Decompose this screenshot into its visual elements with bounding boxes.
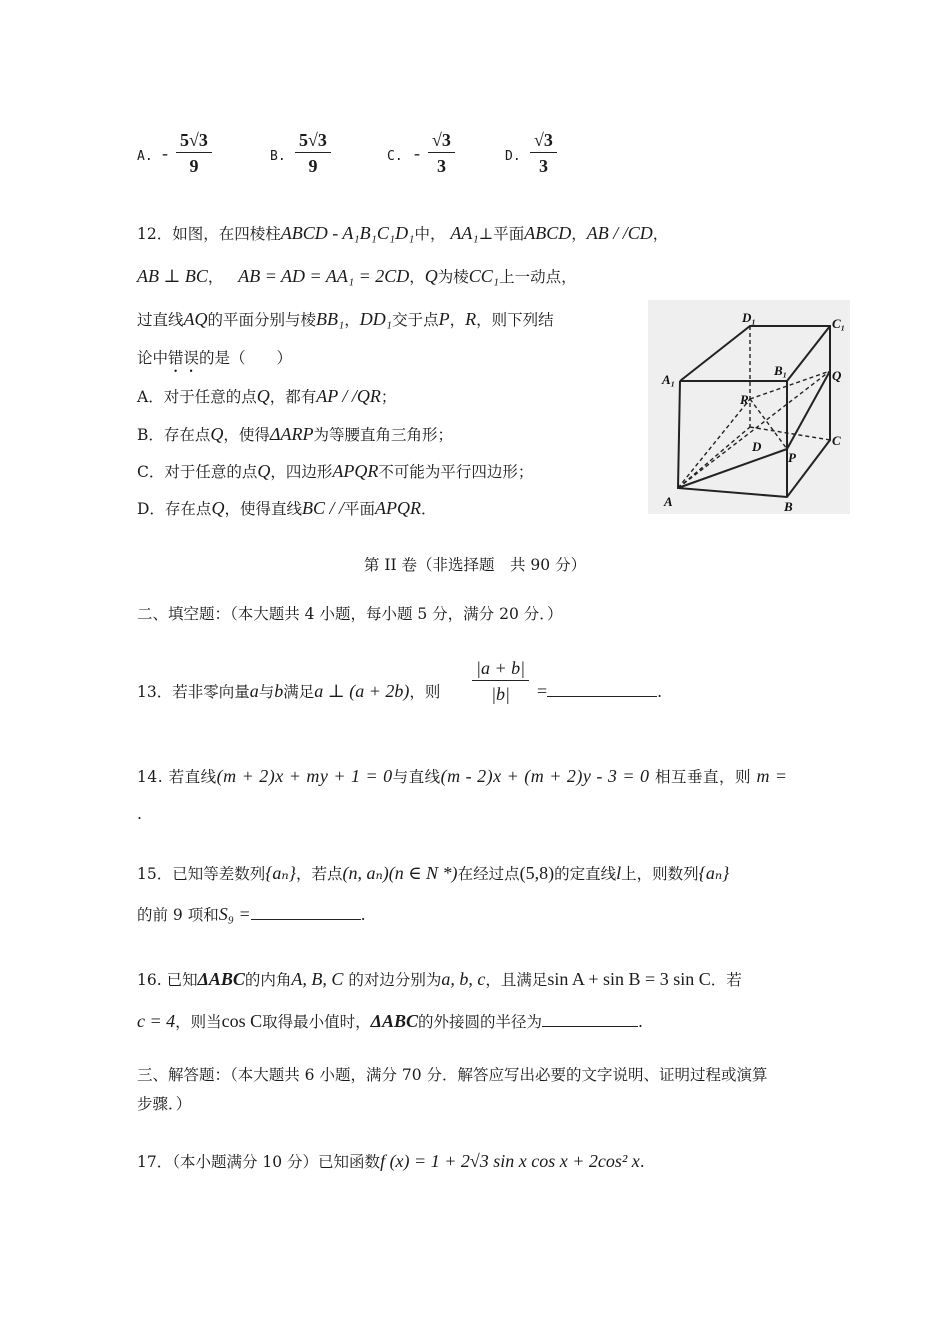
label-r: R — [740, 392, 749, 407]
q12-perp-text: ⊥平面 — [478, 225, 525, 243]
q11-option-b-denominator: 9 — [308, 156, 318, 176]
q11-option-c-sign: - — [414, 143, 420, 163]
q12-point-p: P — [438, 309, 450, 329]
q12-option-d-expr: BC / / — [301, 498, 344, 518]
label-b1: B₁ — [774, 363, 788, 378]
q16-angles: A, B, C — [291, 969, 344, 989]
q12-edge-bb1: BB₁ — [316, 309, 345, 329]
q12-line2-sep: ， — [207, 268, 224, 286]
q15-fixed-point: (5,8) — [519, 863, 555, 883]
q12-option-b — [137, 423, 453, 446]
label-c1: C₁ — [832, 316, 846, 331]
q16-angles-text: 的内角 — [244, 971, 292, 989]
q14-and-line: 与直线 — [392, 768, 441, 786]
q11-option-d-numerator: √3 — [530, 128, 557, 153]
q13-answer-blank[interactable] — [547, 680, 657, 697]
q12-option-a — [137, 385, 396, 408]
q13-answer — [537, 680, 662, 703]
q15-sequence-2: {aₙ} — [698, 863, 730, 883]
q14-line1-equation: (m + 2)x + my + 1 = 0 — [216, 766, 393, 786]
q14-period: . — [137, 805, 142, 823]
q12-equal-lengths: AB = AD = AA₁ = 2CD — [238, 266, 410, 286]
q12-ab-perp-bc: AB ⊥ BC — [137, 266, 208, 286]
q16-line-1 — [137, 968, 742, 991]
q11-option-b-numerator: 5√3 — [295, 128, 331, 153]
q12-option-a-mid: ，都有 — [269, 388, 317, 406]
section2-title: 第 II 卷（非选择题 共 90 分） — [363, 556, 587, 574]
q17-period: . — [639, 1153, 645, 1171]
q12-option-a-expr: AP / /QR — [316, 386, 381, 406]
q12-option-d-q: Q — [211, 498, 225, 518]
q13-satisfy: 满足 — [283, 683, 315, 701]
q12-line-1 — [137, 222, 668, 245]
q15-sum-text: 的前 9 项和 — [137, 906, 219, 924]
q11-option-a-denominator: 9 — [189, 156, 199, 176]
q15-line-1 — [137, 862, 729, 885]
q14-line2-equation: (m - 2)x + (m + 2)y - 3 = 0 — [440, 766, 650, 786]
q16-satisfy: ，且满足 — [485, 971, 548, 989]
q13-fraction-denominator: |b| — [491, 684, 510, 704]
section3-header-line-2: 步骤．） — [137, 1095, 192, 1113]
q11-option-c-fraction — [428, 128, 455, 179]
q12-line2-e: 上一动点， — [499, 268, 577, 286]
q12-emphasis-wrong: 错误 — [168, 349, 200, 367]
q16-min-text: 取得最小值时， — [262, 1013, 371, 1031]
q12-option-a-end: ； — [380, 388, 397, 406]
q15-fixed-line-text: 的定直线 — [554, 865, 617, 883]
q16-answer-blank[interactable] — [542, 1010, 638, 1027]
q13-then: ，则 — [409, 683, 441, 701]
q12-option-d-mid2: 平面 — [343, 500, 375, 518]
q13-period: . — [657, 683, 663, 701]
q12-cond-parallel: AB / /CD — [586, 223, 653, 243]
q11-option-a-fraction — [176, 128, 212, 179]
label-p: P — [788, 450, 796, 465]
q12-sep: ， — [571, 225, 587, 243]
q12-option-b-q: Q — [210, 424, 224, 444]
q12-line-4 — [137, 347, 292, 376]
section3-header-line-1: 三、解答题：（本大题共 6 小题，满分 70 分．解答应写出必要的文字说明、证明过程或演算 — [137, 1066, 768, 1084]
q16-sides: a, b, c — [441, 969, 486, 989]
q13-condition: a ⊥ (a + 2b) — [314, 681, 410, 701]
q12-line4-a: 论中 — [137, 349, 169, 367]
q14-intro: 14. 若直线 — [137, 768, 217, 786]
q12-line-2 — [137, 265, 577, 288]
q17-intro: 17．（本小题满分 10 分）已知函数 — [137, 1153, 381, 1171]
q11-option-d-fraction — [530, 128, 557, 179]
q11-option-c-numerator: √3 — [428, 128, 455, 153]
q13-fraction-numerator: |a + b| — [472, 656, 529, 681]
q12-option-c-end: 不可能为平行四边形； — [378, 463, 534, 481]
q12-option-b-mid: ，使得 — [223, 426, 270, 444]
q16-if: ．若 — [710, 971, 742, 989]
q14-line — [137, 765, 788, 788]
q13-fraction — [472, 656, 529, 707]
q13-intro: 13．若非零向量 — [137, 683, 250, 701]
q17-function: f (x) = 1 + 2√3 sin x cos x + 2cos² x — [380, 1151, 640, 1171]
q15-through: 在经过点 — [457, 865, 520, 883]
label-q: Q — [832, 368, 842, 383]
section2-header: 二、填空题：（本大题共 4 小题，每小题 5 分，满分 20 分．） — [137, 605, 563, 623]
label-b: B — [784, 499, 793, 514]
q12-line3-d: 交于点 — [392, 311, 439, 329]
q15-line-l: l — [616, 863, 622, 883]
q12-line3-b: 的平面分别与棱 — [207, 311, 317, 329]
q11-option-b-fraction — [295, 128, 331, 179]
q15-line-2 — [137, 903, 366, 926]
q12-line-3 — [137, 308, 554, 331]
q13-vector-a: a — [249, 681, 259, 701]
label-d1: D₁ — [742, 310, 756, 325]
q17-line — [137, 1150, 645, 1173]
q12-option-a-label: A．对于任意的点 — [137, 388, 257, 406]
q16-c-equals: c = 4 — [137, 1011, 176, 1031]
q12-option-d-end: ． — [420, 500, 437, 518]
q11-option-a-sign: - — [162, 143, 168, 163]
q15-sequence: {aₙ} — [265, 863, 296, 883]
q12-option-b-label: B．存在点 — [137, 426, 211, 444]
q12-edge-cc1: CC₁ — [468, 266, 500, 286]
label-a: A — [664, 494, 673, 509]
q12-option-b-expr: ΔARP — [269, 424, 314, 444]
q16-triangle-2: ΔABC — [370, 1011, 418, 1031]
q12-option-c-q: Q — [257, 461, 271, 481]
q12-prism: ABCD - A₁B₁C₁D₁ — [280, 223, 415, 243]
q15-period: . — [360, 906, 366, 924]
q11-option-a-label: A. — [137, 149, 153, 164]
q12-option-a-q: Q — [256, 386, 270, 406]
q14-m-equals: m = — [756, 766, 788, 786]
label-a1: A₁ — [662, 372, 676, 387]
q13-line — [137, 680, 440, 703]
q12-intro: 12．如图，在四棱柱 — [137, 225, 281, 243]
q12-option-d-mid: ，使得直线 — [224, 500, 302, 518]
q11-option-c-label: C. — [387, 149, 403, 164]
q16-when: ，则当 — [175, 1013, 222, 1031]
q12-line3-f: ，则下列结 — [476, 311, 554, 329]
q16-radius-text: 的外接圆的半径为 — [417, 1013, 542, 1031]
q16-sides-text: 的对边分别为 — [348, 971, 442, 989]
q16-intro: 16. 已知 — [137, 971, 198, 989]
q12-option-d-expr2: APQR — [374, 498, 421, 518]
label-c: C — [832, 433, 841, 448]
q11-option-c-denominator: 3 — [436, 156, 446, 176]
q12-option-c-mid: ，四边形 — [270, 463, 333, 481]
q12-edge-dd1: DD₁ — [359, 309, 393, 329]
q13-vector-b: b — [274, 681, 284, 701]
q13-equals: = — [537, 681, 548, 701]
q12-line2-d: 为棱 — [437, 268, 469, 286]
q12-mid: 中， — [414, 225, 446, 243]
q12-plane: ABCD — [524, 223, 572, 243]
q12-line3-c: ， — [344, 311, 360, 329]
q16-triangle: ΔABC — [197, 969, 245, 989]
prism-figure — [648, 300, 850, 514]
q11-option-d-label: D. — [505, 149, 521, 164]
q11-option-a-numerator: 5√3 — [176, 128, 212, 153]
q11-option-d-denominator: 3 — [538, 156, 548, 176]
q15-s9: S₉ = — [218, 904, 251, 924]
label-d: D — [752, 439, 762, 454]
q12-line-aq: AQ — [183, 309, 208, 329]
q15-on-then: 上，则数列 — [621, 865, 699, 883]
q16-period: . — [638, 1013, 643, 1031]
q12-cond-aa1: AA₁ — [450, 223, 479, 243]
q12-line2-comma: ， — [409, 268, 425, 286]
q12-option-c-expr: APQR — [332, 461, 379, 481]
q12-option-c-label: C．对于任意的点 — [137, 463, 258, 481]
q12-option-d-label: D．存在点 — [137, 500, 212, 518]
q16-condition: sin A + sin B = 3 sin C — [547, 969, 711, 989]
q16-line-2 — [137, 1010, 643, 1033]
q12-option-c — [137, 460, 533, 483]
q15-if-point: ，若点 — [295, 865, 343, 883]
q15-answer-blank[interactable] — [251, 903, 361, 920]
q14-perpendicular-text: 相互垂直，则 — [654, 768, 751, 786]
q12-option-d — [137, 497, 436, 520]
q13-and: 与 — [258, 683, 275, 701]
q12-line3-e: ， — [449, 311, 466, 329]
q12-tail: ， — [652, 225, 669, 243]
q12-line4-b: 的是（ ） — [199, 349, 293, 367]
q12-line3-a: 过直线 — [137, 311, 184, 329]
q15-point: (n, aₙ)(n ∈ N *) — [342, 863, 458, 883]
q12-point-r: R — [465, 309, 477, 329]
q15-intro: 15．已知等差数列 — [137, 865, 266, 883]
q12-option-b-end: 为等腰直角三角形； — [313, 426, 453, 444]
q16-cos-c: cos C — [221, 1011, 263, 1031]
q12-point-q: Q — [424, 266, 438, 286]
q11-option-b-label: B. — [270, 149, 286, 164]
